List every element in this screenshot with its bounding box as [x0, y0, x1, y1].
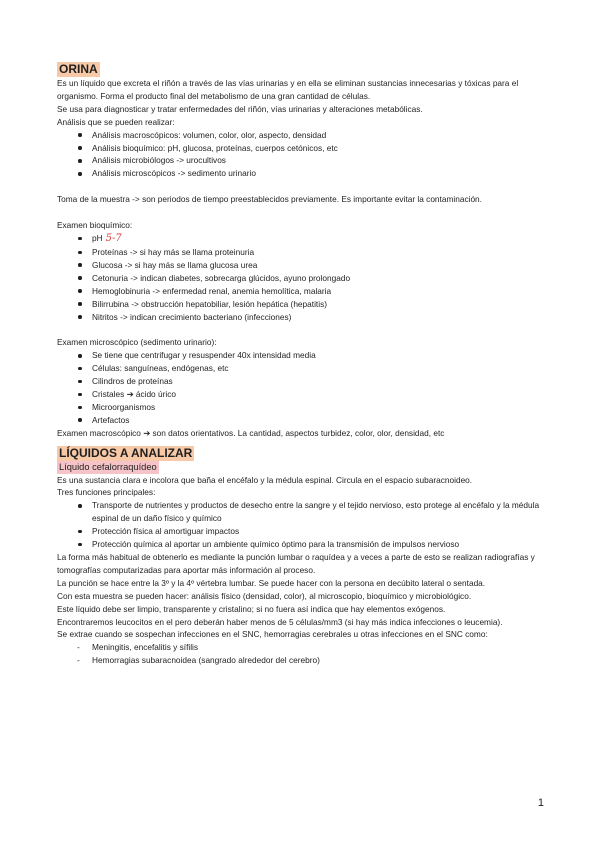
section-title-liquidos: LÍQUIDOS A ANALIZAR [59, 445, 193, 460]
list-item: Se tiene que centrifugar y resuspender 40x intensidad media [57, 349, 547, 362]
list-item [57, 654, 547, 667]
list-item: Transporte de nutrientes y productos de desecho entre la sangre y el tejido nervioso, esto protege al encéfalo y la médula espinal de un daño físico y químico [57, 499, 547, 525]
list-item: Cilindros de proteínas [57, 375, 547, 388]
paragraph-leucocitos: Encontraremos leucocitos en el pero deberán haber menos de 5 células/mm3 (si hay más indica infecciones o leucemia). [57, 616, 503, 627]
page-content [57, 62, 547, 667]
list-item: Análisis macroscópicos: volumen, color, olor, aspecto, densidad [57, 129, 547, 142]
biochemical-list [57, 232, 547, 323]
functions-list [57, 499, 547, 551]
list-item: Análisis microbiólogos -> urocultivos [57, 154, 547, 167]
list-item: Microorganismos [57, 401, 547, 414]
intro-analysis-lead: Análisis que se pueden realizar: [57, 116, 175, 127]
biochemical-exam-title: Examen bioquímico: [57, 220, 133, 231]
subsection-title-lcr: Líquido cefalorraquídeo [59, 461, 157, 472]
list-item: Cristales ➔ ácido úrico [57, 388, 547, 401]
list-item-text: Meningitis, encefalitis y sífilis [92, 642, 199, 653]
intro-paragraph: Es un líquido que excreta el riñón a través de las vías urinarias y en ella se eliminan sustancias innecesarias y tóxicas para el organismo. Forma el producto final del metabolismo de una gran cantidad de células. [57, 78, 519, 101]
sample-collection-paragraph: Toma de la muestra -> son periodos de tiempo preestablecidos previamente. Es importante evitar la contaminación. [57, 194, 482, 205]
list-item-text: Hemorragias subaracnoidea (sangrado alrededor del cerebro) [92, 655, 320, 666]
list-item: Análisis bioquímico: pH, glucosa, proteínas, cuerpos cetónicos, etc [57, 142, 547, 155]
paragraph-aspecto: Este líquido debe ser limpio, transparente y cristalino; si no fuera así indica que hay elementos exógenos. [57, 603, 446, 614]
macroscopic-exam-paragraph: Examen macroscópico ➔ son datos orientativos. La cantidad, aspectos turbidez, color, olor, densidad, etc [57, 427, 445, 438]
list-item: Protección física al amortiguar impactos [57, 525, 547, 538]
infections-list [57, 641, 547, 667]
ph-label: pH [92, 233, 103, 244]
list-item: Células: sanguíneas, endógenas, etc [57, 362, 547, 375]
list-item [57, 641, 547, 654]
microscopic-list [57, 349, 547, 426]
lcr-description: Es una sustancia clara e incolora que baña el encéfalo y la médula espinal. Circula en el espacio subaracnoideo. [57, 474, 473, 485]
intro-usage: Se usa para diagnosticar y tratar enfermedades del riñón, vías urinarias y alteraciones metabólicas. [57, 103, 423, 114]
list-item: Cetonuria -> indican diabetes, sobrecarga glúcidos, ayuno prolongado [57, 272, 547, 285]
paragraph-puncion: La punción se hace entre la 3º y la 4º vértebra lumbar. Se puede hacer con la persona en decúbito lateral o sentada. [57, 577, 486, 588]
list-item: Glucosa -> si hay más se llama glucosa urea [57, 259, 547, 272]
paragraph-analisis: Con esta muestra se pueden hacer: análisis físico (densidad, color), al microscopio, bioquímico y microbiológico. [57, 590, 472, 601]
list-item: Protección química al aportar un ambiente químico óptimo para la transmisión de impulsos nervioso [57, 538, 547, 551]
dash-marker: - [77, 655, 80, 666]
dash-marker: - [77, 642, 80, 653]
list-item: Proteínas -> si hay más se llama proteinuria [57, 246, 547, 259]
list-item: Análisis microscópicos -> sedimento urinario [57, 167, 547, 180]
functions-title: Tres funciones principales: [57, 487, 156, 498]
analysis-list [57, 129, 547, 181]
handwritten-ph-note: 5-7 [105, 233, 122, 245]
microscopic-exam-title: Examen microscópico (sedimento urinario): [57, 337, 217, 348]
paragraph-extraccion: Se extrae cuando se sospechan infecciones en el SNC, hemorragias cerebrales u otras infecciones en el SNC como: [57, 629, 488, 640]
page-number: 1 [537, 797, 544, 809]
section-title-orina: ORINA [59, 62, 98, 76]
list-item: Artefactos [57, 414, 547, 427]
paragraph-obtencion: La forma más habitual de obtenerlo es mediante la punción lumbar o raquídea y a veces a parte de esto se realizan radiografías y tomografías computarizadas para aportar más información al proceso. [57, 552, 535, 575]
list-item-ph [57, 232, 547, 246]
list-item: Hemoglobinuria -> enfermedad renal, anemia hemolítica, malaria [57, 285, 547, 298]
list-item: Bilirrubina -> obstrucción hepatobiliar, lesión hepática (hepatitis) [57, 298, 547, 311]
list-item: Nitritos -> indican crecimiento bacteriano (infecciones) [57, 311, 547, 324]
